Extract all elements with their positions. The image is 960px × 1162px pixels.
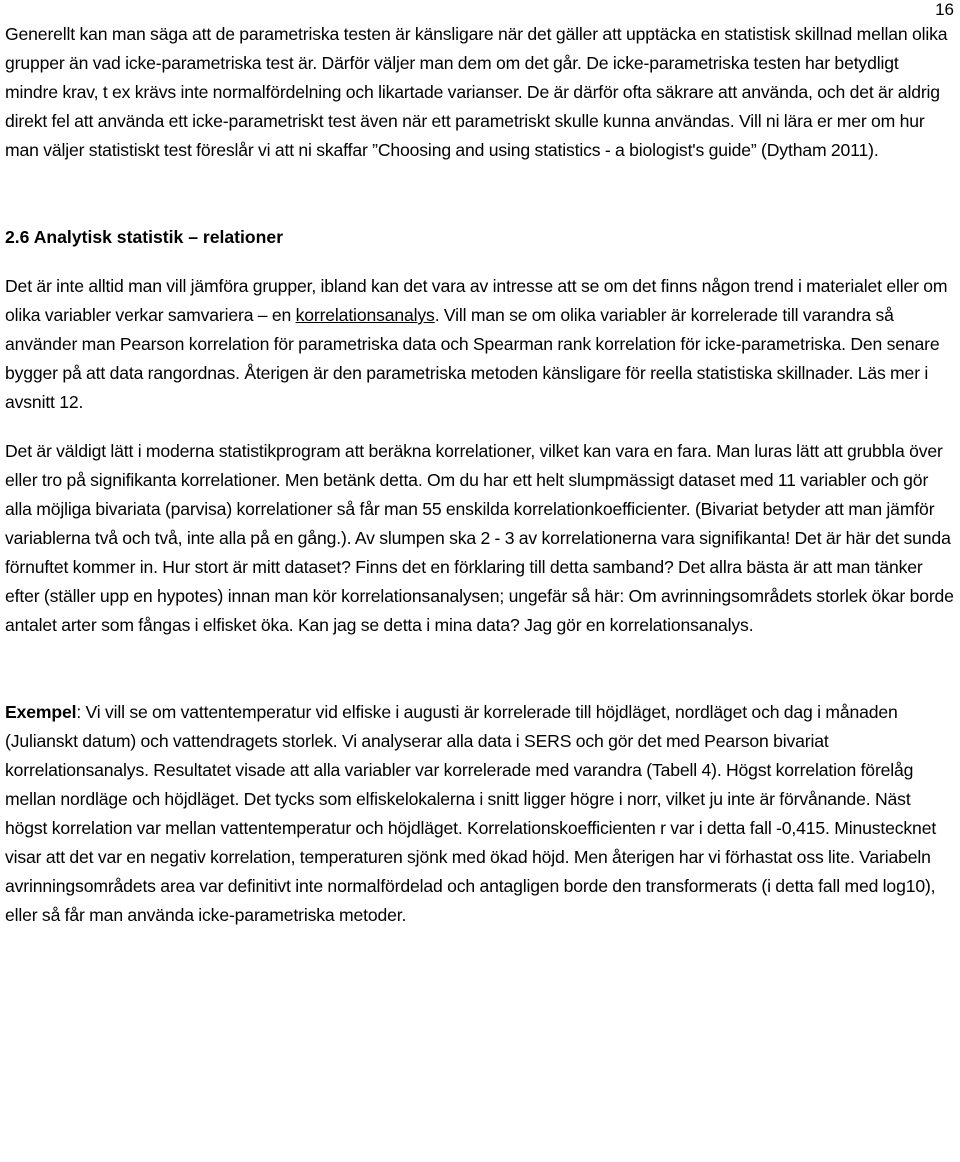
example-text: : Vi vill se om vattentemperatur vid elfiske i augusti är korrelerade till höjdläget, nordläget och dag i månaden (Julianskt datum) och vattendragets storlek. Vi analyserar alla data i SERS och gör det med Pearson bivariat korrelationsanalys. Resultatet visade att alla variabler var korrelerade med varandra (Tabell 4). Högst korrelation förelåg mellan nordläge och höjdläget. Det tycks som elfiskelokalerna i snitt ligger högre i norr, vilket ju inte är förvånande. Näst högst korrelation var mellan vattentemperatur och höjdläget. Korrelationskoefficienten r var i detta fall -0,415. Minustecknet visar att det var en negativ korrelation, temperaturen sjönk med ökad höjd. Men återigen har vi förhastat oss lite. Variabeln avrinningsområdets area var definitivt inte normalfördelad och antagligen borde den transformerats (i detta fall med log10), eller så får man använda icke-parametriska metoder.	[5, 702, 937, 925]
intro-paragraph: Generellt kan man säga att de parametriska testen är känsligare när det gäller att upptäcka en statistisk skillnad mellan olika grupper än vad icke-parametriska test är. Därför väljer man dem om det går. De icke-parametriska testen har betydligt mindre krav, t ex krävs inte normalfördelning och likartade varianser. De är därför ofta säkrare att använda, och det är aldrig direkt fel att använda ett icke-parametriskt test även när ett parametriskt skulle kunna användas. Vill ni lära er mer om hur man väljer statistiskt test föreslår vi att ni skaffar ”Choosing and using statistics - a biologist's guide” (Dytham 2011).	[5, 24, 948, 160]
warning-paragraph: Det är väldigt lätt i moderna statistikprogram att beräkna korrelationer, vilket kan vara en fara. Man luras lätt att grubbla över eller tro på signifikanta korrelationer. Men betänk detta. Om du har ett helt slumpmässigt dataset med 11 variabler och gör alla möjliga bivariata (parvisa) korrelationer så får man 55 enskilda korrelationkoefficienter. (Bivariat betyder att man jämför variablerna två och två, inte alla på en gång.). Av slumpen ska 2 - 3 av korrelationerna vara signifikanta! Det är här det sunda förnuftet kommer in. Hur stort är mitt dataset? Finns det en förklaring till detta samband? Det allra bästa är att man tänker efter (ställer upp en hypotes) innan man kör korrelationsanalysen; ungefär så här: Om avrinningsområdets storlek ökar borde antalet arter som fångas i elfisket öka. Kan jag se detta i mina data? Jag gör en korrelationsanalys.	[5, 441, 954, 635]
document-body	[5, 20, 955, 930]
example-label: Exempel	[5, 702, 77, 722]
correlation-text-start: Det är inte alltid man vill jämföra grupper, ibland kan det vara av intresse att se om det finns någon trend i materialet eller om olika variabler verkar samvariera – en	[5, 276, 948, 325]
korrelationsanalys-link[interactable]: korrelationsanalys	[295, 305, 435, 325]
correlation-text-end: . Vill man se om olika variabler är korrelerade till varandra så använder man Pearson korrelation för parametriska data och Spearman rank korrelation för icke-parametriska. Den senare bygger på att data rangordnas. Återigen är den parametriska metoden känsligare för reella statistiska skillnader. Läs mer i avsnitt 12.	[5, 305, 940, 412]
example-paragraph	[5, 698, 955, 930]
correlation-paragraph	[5, 272, 955, 417]
page-number: 16	[935, 0, 954, 19]
section-heading: 2.6 Analytisk statistik – relationer	[5, 227, 284, 247]
